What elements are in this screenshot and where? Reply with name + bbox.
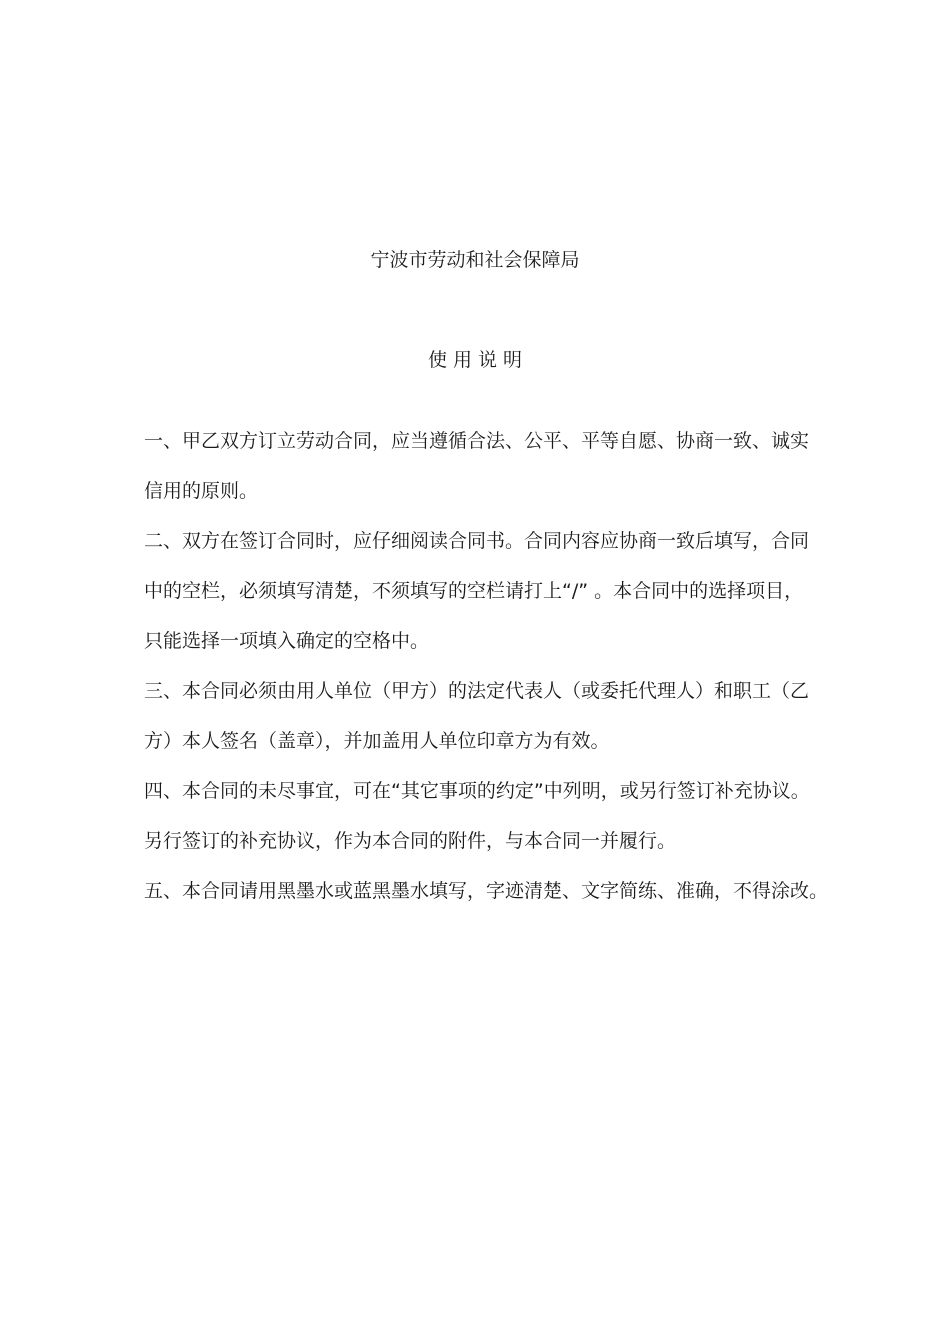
clause-line: 中的空栏，必须填写清楚，不须填写的空栏请打上“/” 。本合同中的选择项目， — [144, 580, 804, 602]
issuer-name: 宁波市劳动和社会保障局 — [370, 249, 580, 271]
clause-line: 只能选择一项填入确定的空格中。 — [144, 630, 430, 652]
clause-line: 三、本合同必须由用人单位（甲方）的法定代表人（或委托代理人）和职工（乙 — [144, 680, 810, 702]
clause-4 — [144, 766, 824, 866]
instructions-body — [144, 416, 829, 916]
clause-3 — [144, 666, 824, 766]
clause-line: 二、双方在签订合同时，应仔细阅读合同书。合同内容应协商一致后填写，合同 — [144, 530, 810, 552]
clause-line: 方）本人签名（盖章），并加盖用人单位印章方为有效。 — [144, 730, 610, 752]
clause-1 — [144, 416, 824, 516]
clause-line: 信用的原则。 — [144, 480, 259, 502]
page-title: 使 用 说 明 — [427, 349, 523, 371]
clause-line: 五、本合同请用黑墨水或蓝黑墨水填写，字迹清楚、文字简练、准确，不得涂改。 — [144, 880, 829, 902]
clause-2 — [144, 516, 824, 666]
clause-5 — [144, 866, 829, 916]
clause-line: 另行签订的补充协议，作为本合同的附件，与本合同一并履行。 — [144, 830, 677, 852]
clause-line: 一、甲乙双方订立劳动合同，应当遵循合法、公平、平等自愿、协商一致、诚实 — [144, 430, 810, 452]
clause-line: 四、本合同的未尽事宜，可在“其它事项的约定”中列明，或另行签订补充协议。 — [144, 780, 810, 802]
